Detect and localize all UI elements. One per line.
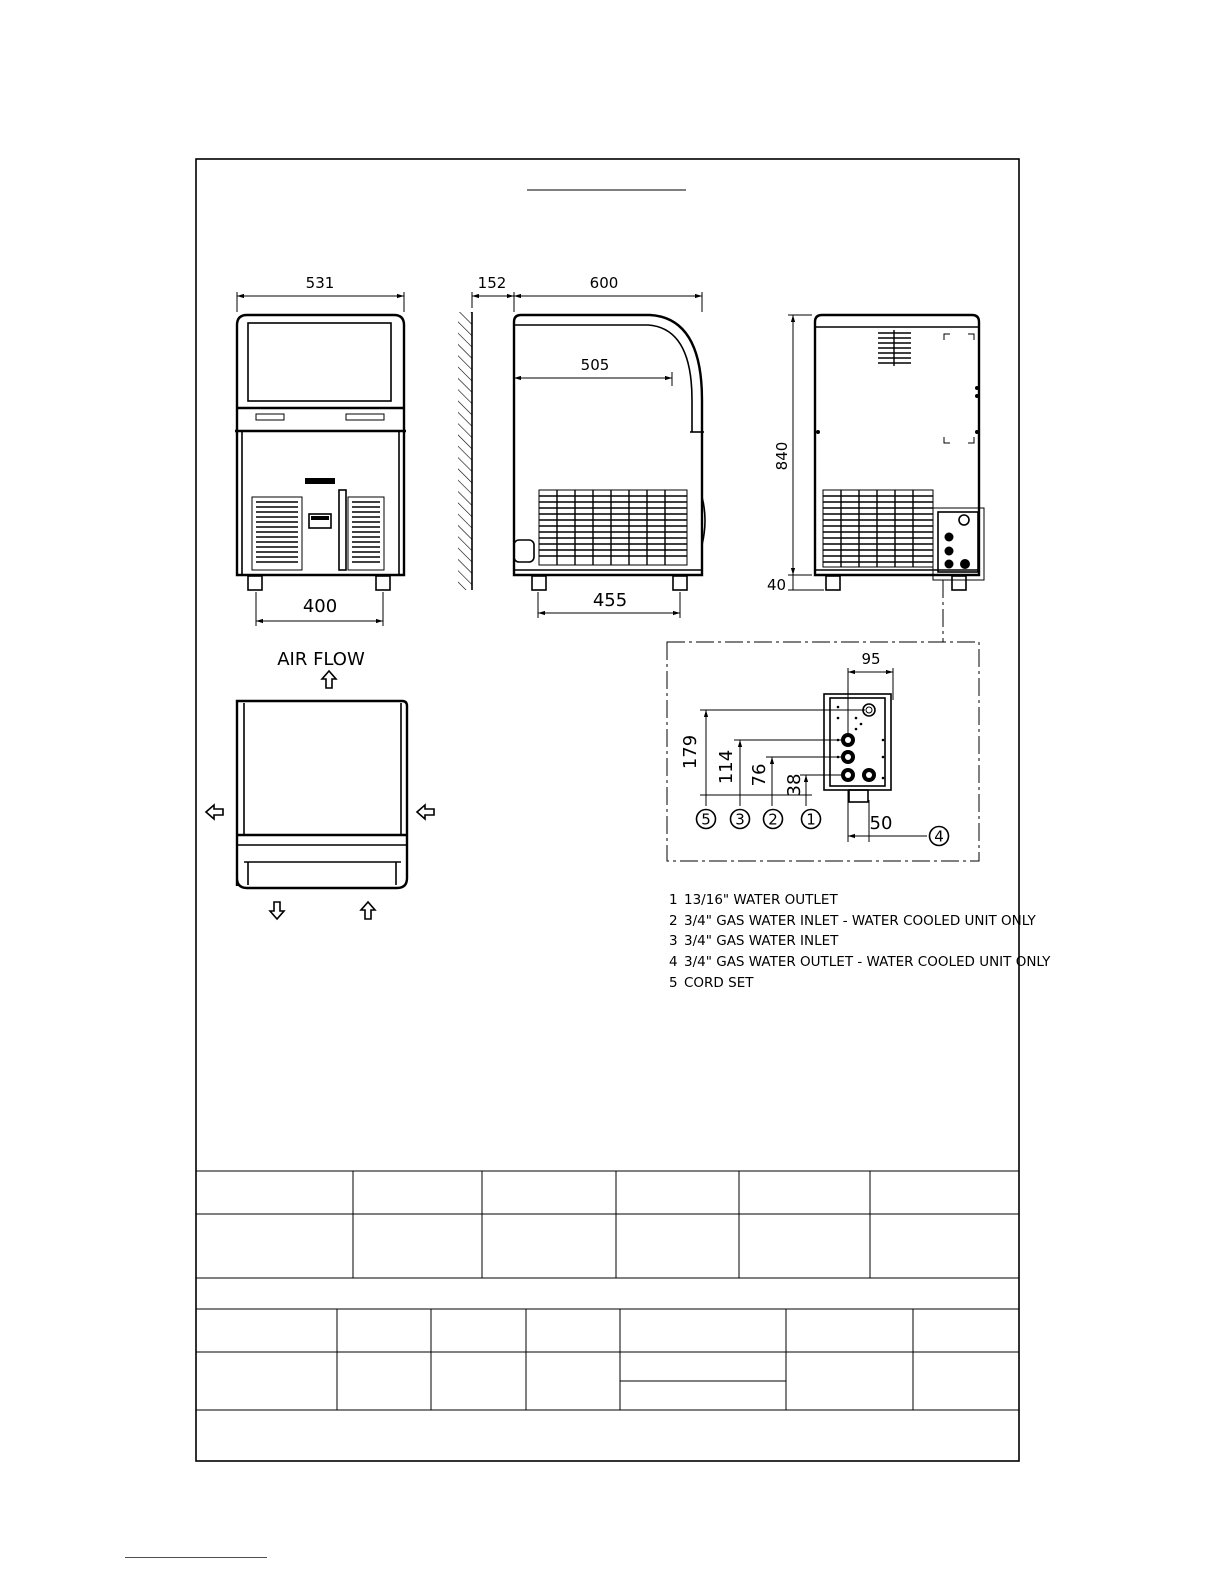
- dim-leg-height: 40: [767, 576, 787, 594]
- front-left-grille: [252, 497, 302, 570]
- airflow-arrow-left-in: [417, 805, 434, 819]
- legend-text-4: 3/4" GAS WATER OUTLET - WATER COOLED UNIT ONLY: [684, 954, 1051, 970]
- dim-detail-offset: 50: [869, 813, 893, 834]
- legend-num-5: 5: [669, 975, 678, 991]
- bottom-link-underline: [125, 1557, 267, 1558]
- dim-side-feet: 455: [592, 590, 628, 611]
- side-view: [458, 274, 705, 618]
- dim-detail-width: 95: [861, 650, 881, 668]
- legend-text-1: 13/16" WATER OUTLET: [684, 892, 838, 908]
- spec-table: [196, 1171, 1019, 1410]
- callout-2: 2: [768, 810, 778, 829]
- connection-detail-view: [667, 642, 979, 861]
- sheet-frame: [196, 159, 1019, 1461]
- dim-front-width: 531: [305, 274, 335, 292]
- dim-side-depth: 600: [589, 274, 619, 292]
- callout-3: 3: [735, 810, 745, 829]
- legend-num-1: 1: [669, 892, 678, 908]
- top-view-airflow: [206, 649, 434, 919]
- front-view: [235, 274, 406, 626]
- legend-text-3: 3/4" GAS WATER INLET: [684, 933, 839, 949]
- legend-text-5: CORD SET: [684, 975, 754, 991]
- connection-legend: [669, 892, 1051, 991]
- dim-detail-114: 114: [716, 749, 737, 785]
- legend-num-2: 2: [669, 913, 678, 929]
- legend-num-4: 4: [669, 954, 678, 970]
- callout-4: 4: [934, 827, 944, 846]
- airflow-arrow-up-bottom: [361, 902, 375, 919]
- airflow-arrow-down: [270, 902, 284, 919]
- rear-grille: [823, 490, 933, 567]
- dim-detail-38: 38: [784, 773, 805, 797]
- rear-view: [767, 315, 984, 642]
- callout-5: 5: [701, 810, 711, 829]
- front-right-grille: [348, 497, 384, 570]
- dim-side-inner-depth: 505: [580, 356, 610, 374]
- dim-detail-179: 179: [680, 734, 701, 770]
- dim-detail-76: 76: [749, 763, 770, 787]
- callout-1: 1: [806, 810, 816, 829]
- airflow-arrow-up-top: [322, 671, 336, 688]
- airflow-arrow-left: [206, 805, 223, 819]
- dim-front-feet: 400: [302, 596, 338, 617]
- air-flow-label: AIR FLOW: [277, 649, 365, 670]
- legend-text-2: 3/4" GAS WATER INLET - WATER COOLED UNIT ONLY: [684, 913, 1036, 929]
- legend-num-3: 3: [669, 933, 678, 949]
- dim-height: 840: [773, 441, 791, 471]
- dim-wall-clearance: 152: [477, 274, 507, 292]
- side-grille: [539, 490, 687, 565]
